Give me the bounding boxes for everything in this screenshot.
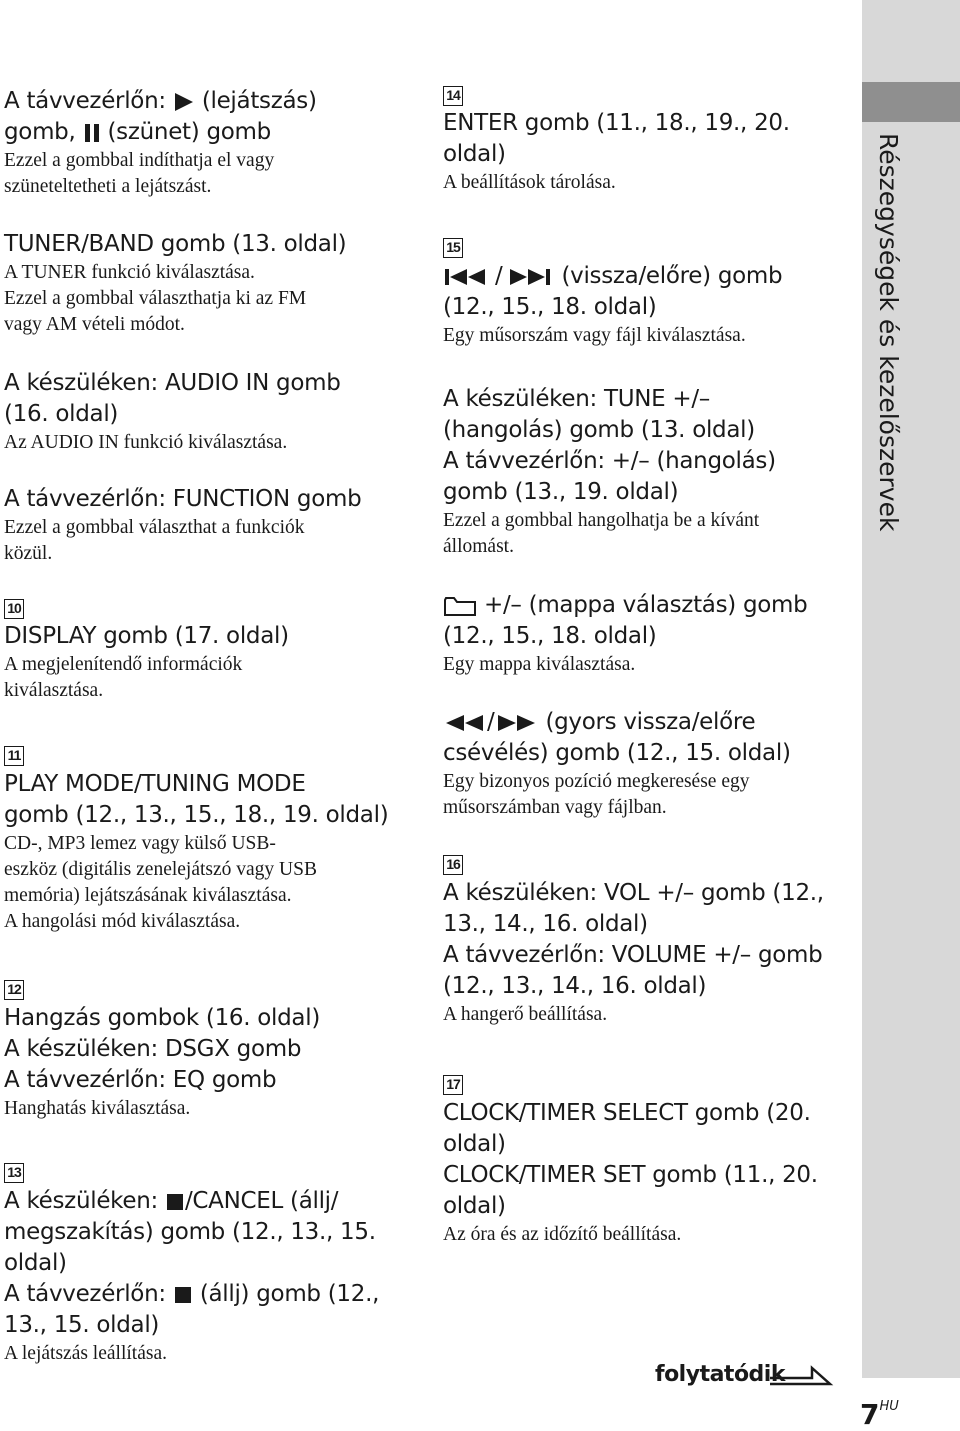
stop-icon — [165, 1191, 185, 1213]
function-section: A távvezérlőn: FUNCTION gomb Ezzel a gombbal választhat a funkciók közül. — [4, 484, 414, 567]
item-10-section: 10 DISPLAY gomb (17. oldal) A megjelenítendő információk kiválasztása. — [4, 599, 414, 704]
item-11-section: 11 PLAY MODE/TUNING MODE gomb (12., 13., 15., 18., 19. oldal) CD-, MP3 lemez vagy külső USB- eszköz (digitális zenelejátszó vagy USB memória) lejátszásának kiválasztása. A hangolási mód kiválasztása. — [4, 746, 414, 935]
item-number-13: 13 — [4, 1163, 24, 1183]
item-16-desc: A hangerő beállítása. — [443, 1004, 608, 1025]
item-10-desc: A megjelenítendő információk kiválasztása. — [4, 654, 243, 701]
fast-section: / (gyors vissza/előre csévélés) gomb (12., 15. oldal) Egy bizonyos pozíció megkeresése egy műsorszámban vagy fájlban. — [443, 707, 843, 821]
item-14-section: 14 ENTER gomb (11., 18., 19., 20. oldal) A beállítások tárolása. — [443, 86, 843, 196]
item-13-section: 13 A készüléken: /CANCEL (állj/ megszakítás) gomb (12., 13., 15. oldal) A távvezérlőn: (állj) gomb (12., 13., 15. oldal) A lejátszás leállítása. — [4, 1163, 414, 1367]
item-15-desc: Egy műsorszám vagy fájl kiválasztása. — [443, 325, 746, 346]
page-number: $7^{HU}$ — [860, 1398, 899, 1431]
page-lang: HU — [879, 1399, 899, 1414]
play-pause-section: A távvezérlőn: (lejátszás) gomb, (szünet) gomb Ezzel a gombbal indíthatja el vagy szüneteltetheti a lejátszást. — [4, 86, 414, 200]
item-number-15: 15 — [443, 238, 463, 258]
item-12-desc: Hanghatás kiválasztása. — [4, 1098, 191, 1119]
side-tab-marker — [862, 82, 960, 122]
skip-forward-icon — [502, 266, 554, 288]
tune-desc: Ezzel a gombbal hangolhatja be a kívánt állomást. — [443, 510, 760, 557]
fast-desc: Egy bizonyos pozíció megkeresése egy műsorszámban vagy fájlban. — [443, 771, 750, 818]
item-11-desc: CD-, MP3 lemez vagy külső USB- eszköz (digitális zenelejátszó vagy USB memória) lejátszásának kiválasztása. A hangolási mód kiválasztása. — [4, 833, 317, 932]
item-number-11: 11 — [4, 746, 24, 766]
audio-in-section: A készüléken: AUDIO IN gomb (16. oldal) Az AUDIO IN funkció kiválasztása. — [4, 368, 414, 456]
side-tab-title: Részegységek és kezelőszervek — [874, 133, 903, 532]
continues-label: folytatódik — [655, 1362, 785, 1387]
item-number-17: 17 — [443, 1075, 463, 1095]
item-14-desc: A beállítások tárolása. — [443, 172, 616, 193]
item-number-16: 16 — [443, 855, 463, 875]
continue-arrow-icon — [768, 1360, 834, 1390]
item-13-desc: A lejátszás leállítása. — [4, 1343, 167, 1364]
item-12-section: 12 Hangzás gombok (16. oldal) A készüléken: DSGX gomb A távvezérlőn: EQ gomb Hanghatás kiválasztása. — [4, 980, 414, 1122]
pause-icon — [83, 122, 101, 144]
item-16-section: 16 A készüléken: VOL +/– gomb (12., 13., 14., 16. oldal) A távvezérlőn: VOLUME +/– gomb (12., 13., 14., 16. oldal) A hangerő beállítása. — [443, 855, 843, 1028]
audio-in-desc: Az AUDIO IN funkció kiválasztása. — [4, 432, 288, 453]
item-15-section: 15 / (vissza/előre) gomb (12., 15., 18. oldal) Egy műsorszám vagy fájl kiválasztása. — [443, 238, 843, 349]
function-desc: Ezzel a gombbal választhat a funkciók közül. — [4, 517, 305, 564]
play-icon — [173, 91, 195, 113]
folder-icon — [443, 595, 477, 617]
play-pause-desc: Ezzel a gombbal indíthatja el vagy szüneteltetheti a lejátszást. — [4, 150, 275, 197]
folder-section: +/– (mappa választás) gomb (12., 15., 18. oldal) Egy mappa kiválasztása. — [443, 590, 843, 678]
folder-desc: Egy mappa kiválasztása. — [443, 654, 636, 675]
tune-section: A készüléken: TUNE +/– (hangolás) gomb (13. oldal) A távvezérlőn: +/– (hangolás) gomb (13., 19. oldal) Ezzel a gombbal hangolhatja be a kívánt állomást. — [443, 384, 843, 560]
tuner-desc: A TUNER funkció kiválasztása. Ezzel a gombbal választhatja ki az FM vagy AM vételi módot. — [4, 262, 307, 335]
item-number-14: 14 — [443, 86, 463, 106]
stop-icon — [173, 1284, 193, 1306]
item-17-desc: Az óra és az időzítő beállítása. — [443, 1224, 682, 1245]
fast-forward-icon — [494, 712, 538, 734]
item-number-12: 12 — [4, 980, 24, 1000]
skip-back-icon — [443, 266, 495, 288]
rewind-icon — [443, 712, 487, 734]
tuner-section: TUNER/BAND gomb (13. oldal) A TUNER funkció kiválasztása. Ezzel a gombbal választhatja ki az FM vagy AM vételi módot. — [4, 229, 414, 338]
item-17-section: 17 CLOCK/TIMER SELECT gomb (20. oldal) CLOCK/TIMER SET gomb (11., 20. oldal) Az óra és az időzítő beállítása. — [443, 1075, 843, 1248]
item-number-10: 10 — [4, 599, 24, 619]
